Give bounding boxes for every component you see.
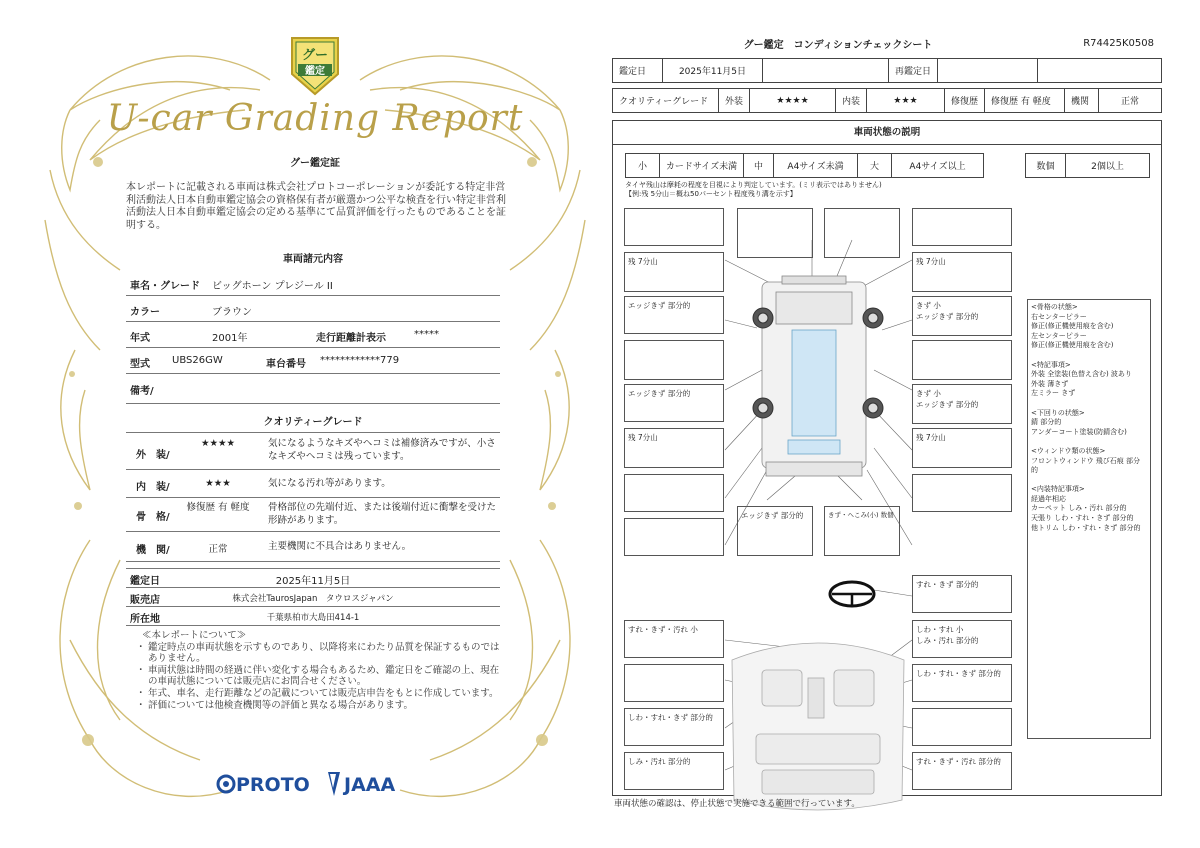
grade-value: 修復歴 有 軽度 bbox=[186, 502, 250, 513]
repair-history-value: 修復歴 有 軽度 bbox=[985, 89, 1065, 113]
address-value: 千葉県柏市大島田414-1 bbox=[266, 613, 360, 623]
name-label: 車名・グレード bbox=[130, 281, 200, 292]
ext-box-right-rear: きず 小 エッジきず 部分的 bbox=[912, 384, 1012, 424]
ext-box-right-bottom bbox=[912, 474, 1012, 512]
repair-history-label: 修復歴 bbox=[945, 89, 985, 113]
spec-row-name bbox=[126, 270, 500, 296]
ext-box-fl-tire: 残 7分山 bbox=[624, 252, 724, 292]
grade-description: 主要機関に不具合はありません。 bbox=[268, 541, 412, 552]
ext-box-rear-right: きず・へこみ(小) 数個 bbox=[824, 506, 900, 556]
car-top-view-icon bbox=[762, 276, 866, 476]
count-desc: 2個以上 bbox=[1066, 154, 1150, 178]
steering-wheel-icon bbox=[830, 582, 874, 606]
note-line: アンダーコート塗装(防錆含む) bbox=[1031, 427, 1127, 436]
tire-note-line: 【例:残 5分山＝概ね50パーセント程度残り溝を示す】 bbox=[625, 190, 797, 198]
note-line: 左ミラー きず bbox=[1031, 389, 1076, 398]
spec-row-remarks bbox=[126, 374, 500, 404]
spec-row-model bbox=[126, 348, 500, 374]
grade-row-exterior bbox=[126, 434, 500, 470]
note-item: ・ 年式、車名、走行距離などの記載については販売店申告をもとに作成しています。 bbox=[136, 688, 508, 700]
ext-box-left-rear: エッジきず 部分的 bbox=[624, 384, 724, 422]
int-box-steering: すれ・きず 部分的 bbox=[912, 575, 1012, 613]
note-line: 右センターピラー bbox=[1031, 312, 1087, 321]
note-line: 錆 部分的 bbox=[1031, 418, 1062, 427]
spec-row-color bbox=[126, 296, 500, 322]
note-line: 外装 全塗装(色替え含む) 波あり bbox=[1031, 370, 1132, 379]
appraisal-date-value: 2025年11月5日 bbox=[275, 576, 351, 587]
quality-section-title: クオリティーグレード bbox=[263, 417, 363, 428]
ext-box-rr-tire: 残 7分山 bbox=[912, 428, 1012, 468]
ext-box-right-mid bbox=[912, 340, 1012, 380]
note-title: <骨格の状態> bbox=[1031, 303, 1078, 311]
grade-value: ★★★ bbox=[205, 478, 231, 489]
ext-box-rear-left: エッジきず 部分的 bbox=[737, 506, 813, 556]
row-address bbox=[126, 607, 500, 626]
int-box-left-2 bbox=[624, 664, 724, 702]
grade-description: 気になる汚れ等があります。 bbox=[268, 478, 391, 489]
divider bbox=[126, 432, 500, 433]
size-large-desc: A4サイズ以上 bbox=[892, 154, 984, 178]
note-line: カーペット しみ・汚れ 部分的 bbox=[1031, 504, 1127, 513]
interior-value: ★★★ bbox=[867, 89, 945, 113]
re-appraisal-label: 再鑑定日 bbox=[889, 59, 938, 83]
chassis-label: 車台番号 bbox=[266, 359, 306, 370]
note-line: 天張り しわ・すれ・きず 部分的 bbox=[1031, 514, 1134, 523]
color-value: ブラウン bbox=[212, 307, 252, 318]
ext-box-front-top bbox=[737, 208, 813, 258]
int-box-right-3 bbox=[912, 708, 1012, 746]
report-notes bbox=[136, 630, 508, 711]
year-label: 年式 bbox=[130, 333, 150, 344]
grade-label: 外 装/ bbox=[136, 450, 170, 461]
note-item: ・ 鑑定時点の車両状態を示すものであり、以降将来にわたり品質を保証するものではありません。 bbox=[136, 642, 508, 665]
note-line: 左センターピラー bbox=[1031, 331, 1087, 340]
spec-section-title: 車両諸元内容 bbox=[283, 254, 343, 265]
engine-value: 正常 bbox=[1099, 89, 1162, 113]
grade-row-frame bbox=[126, 498, 500, 532]
grade-description: 骨格部位の先端付近、または後端付近に衝撃を受けた形跡があります。 bbox=[268, 502, 497, 526]
ext-box-fr-tire: 残 7分山 bbox=[912, 252, 1012, 292]
ext-box-front-right-top bbox=[912, 208, 1012, 246]
size-small-desc: カードサイズ未満 bbox=[660, 154, 744, 178]
name-value: ビッグホーン プレジール II bbox=[212, 281, 333, 292]
size-mid-desc: A4サイズ未満 bbox=[774, 154, 858, 178]
grade-label: 内 装/ bbox=[136, 482, 170, 493]
note-title: <特記事項> bbox=[1031, 360, 1071, 369]
note-line: 経過年相応 bbox=[1031, 494, 1066, 503]
ext-box-front-left-top bbox=[624, 208, 724, 246]
grade-value: 正常 bbox=[208, 544, 228, 555]
goo-kantei-badge-icon bbox=[286, 32, 344, 98]
ext-box-left-bottom bbox=[624, 474, 724, 512]
remarks-label: 備考/ bbox=[130, 386, 154, 397]
note-line: フロントウィンドウ 飛び石痕 部分的 bbox=[1031, 456, 1141, 475]
sheet-title: グー鑑定 コンディションチェックシート bbox=[743, 40, 933, 51]
grading-report-certificate bbox=[30, 20, 600, 830]
address-label: 所在地 bbox=[130, 614, 160, 625]
int-box-left-4: しみ・汚れ 部分的 bbox=[624, 752, 724, 790]
int-box-right-2: しわ・すれ・きず 部分的 bbox=[912, 664, 1012, 702]
report-code: R74425K0508 bbox=[1083, 38, 1154, 49]
model-value: UBS26GW bbox=[172, 355, 223, 366]
ext-box-front-top bbox=[824, 208, 900, 258]
notes-title: ≪本レポートについて≫ bbox=[142, 630, 247, 641]
dealer-label: 販売店 bbox=[130, 595, 160, 606]
note-item: ・ 車両状態は時間の経過に伴い変化する場合もあるため、鑑定日をご確認の上、現在の車両状態については販売店にお問合せください。 bbox=[136, 665, 508, 688]
car-interior-icon bbox=[732, 643, 904, 810]
model-label: 型式 bbox=[130, 359, 150, 370]
proto-logo-text: PROTO bbox=[236, 774, 310, 796]
tire-note-line: タイヤ残山は摩耗の程度を目視により判定しています。(ミリ表示ではありません) bbox=[625, 181, 882, 189]
note-title: <ウィンドウ類の状態> bbox=[1031, 446, 1106, 455]
color-label: カラー bbox=[130, 307, 160, 318]
badge-top-text: グー bbox=[301, 48, 329, 63]
ext-box-left-mid bbox=[624, 340, 724, 380]
note-line: 修正(修正機使用痕を含む) bbox=[1031, 341, 1114, 350]
grade-value: ★★★★ bbox=[200, 438, 236, 449]
ext-box-right-front: きず 小 エッジきず 部分的 bbox=[912, 296, 1012, 336]
note-title: <下回りの状態> bbox=[1031, 408, 1085, 417]
condition-check-sheet bbox=[612, 30, 1164, 820]
size-small-label: 小 bbox=[626, 154, 660, 178]
proto-logo-icon bbox=[218, 774, 310, 796]
jaaa-logo-icon bbox=[328, 772, 395, 796]
year-value: 2001年 bbox=[212, 333, 248, 344]
badge-bottom-text: 鑑定 bbox=[305, 66, 325, 77]
intro-paragraph: 本レポートに記載される車両は株式会社プロトコーポレーションが委託する特定非営利活動法人日本自動車鑑定協会の資格保有者が厳選かつ公平な検査を行い特定非営利活動法人日本自動車鑑定協会の定める基準にて品質評価を行ったものであることを証明する。 bbox=[126, 182, 506, 231]
appraisal-date-label: 鑑定日 bbox=[130, 576, 160, 587]
row-dealer bbox=[126, 588, 500, 607]
ext-box-left-bottom2 bbox=[624, 518, 724, 556]
report-script-title: U-car Grading Report bbox=[106, 98, 524, 139]
mileage-label: 走行距離計表示 bbox=[316, 333, 386, 344]
note-line: 外装 薄きず bbox=[1031, 379, 1069, 388]
state-title: 車両状態の説明 bbox=[613, 121, 1161, 145]
row-appraisal-date bbox=[126, 568, 500, 588]
grade-row-interior bbox=[126, 470, 500, 498]
size-mid-label: 中 bbox=[744, 154, 774, 178]
note-item: ・ 評価については他検査機関等の評価と異なる場合があります。 bbox=[136, 700, 508, 712]
appraisal-date-label: 鑑定日 bbox=[613, 59, 663, 83]
int-box-right-4: すれ・きず・汚れ 部分的 bbox=[912, 752, 1012, 790]
note-line: 修正(修正機使用痕を含む) bbox=[1031, 322, 1114, 331]
note-title: <内装特記事項> bbox=[1031, 485, 1085, 494]
dealer-value: 株式会社TaurosJapan タウロスジャパン bbox=[232, 594, 394, 604]
size-large-label: 大 bbox=[858, 154, 892, 178]
grade-label: 骨 格/ bbox=[136, 512, 170, 523]
int-box-right-1: しわ・すれ 小 しみ・汚れ 部分的 bbox=[912, 620, 1012, 658]
footer-note: 車両状態の確認は、停止状態で実施できる範囲で行っています。 bbox=[614, 799, 860, 809]
ext-box-left-front: エッジきず 部分的 bbox=[624, 296, 724, 334]
chassis-value: ************779 bbox=[320, 355, 400, 366]
grade-label: 機 関/ bbox=[136, 545, 170, 556]
grade-description: 気になるようなキズやヘコミは補修済みですが、小さなキズやヘコミは残っています。 bbox=[268, 438, 496, 462]
jaaa-logo-text: JAAA bbox=[344, 774, 396, 796]
int-box-left-3: しわ・すれ・きず 部分的 bbox=[624, 708, 724, 746]
spec-row-year bbox=[126, 322, 500, 348]
exterior-value: ★★★★ bbox=[750, 89, 836, 113]
grade-row-engine bbox=[126, 532, 500, 562]
interior-label: 内装 bbox=[836, 89, 867, 113]
appraisal-date-value: 2025年11月5日 bbox=[663, 59, 763, 83]
mileage-value: ***** bbox=[414, 329, 439, 340]
quality-grade-label: クオリティーグレード bbox=[613, 89, 719, 113]
int-box-left-1: すれ・きず・汚れ 小 bbox=[624, 620, 724, 658]
logos bbox=[216, 768, 416, 798]
certificate-title: グー鑑定証 bbox=[290, 158, 340, 169]
ext-box-rl-tire: 残 7分山 bbox=[624, 428, 724, 468]
note-line: 他トリム しわ・すれ・きず 部分的 bbox=[1031, 523, 1141, 532]
exterior-label: 外装 bbox=[719, 89, 750, 113]
count-label: 数個 bbox=[1026, 154, 1066, 178]
engine-label: 機関 bbox=[1065, 89, 1099, 113]
